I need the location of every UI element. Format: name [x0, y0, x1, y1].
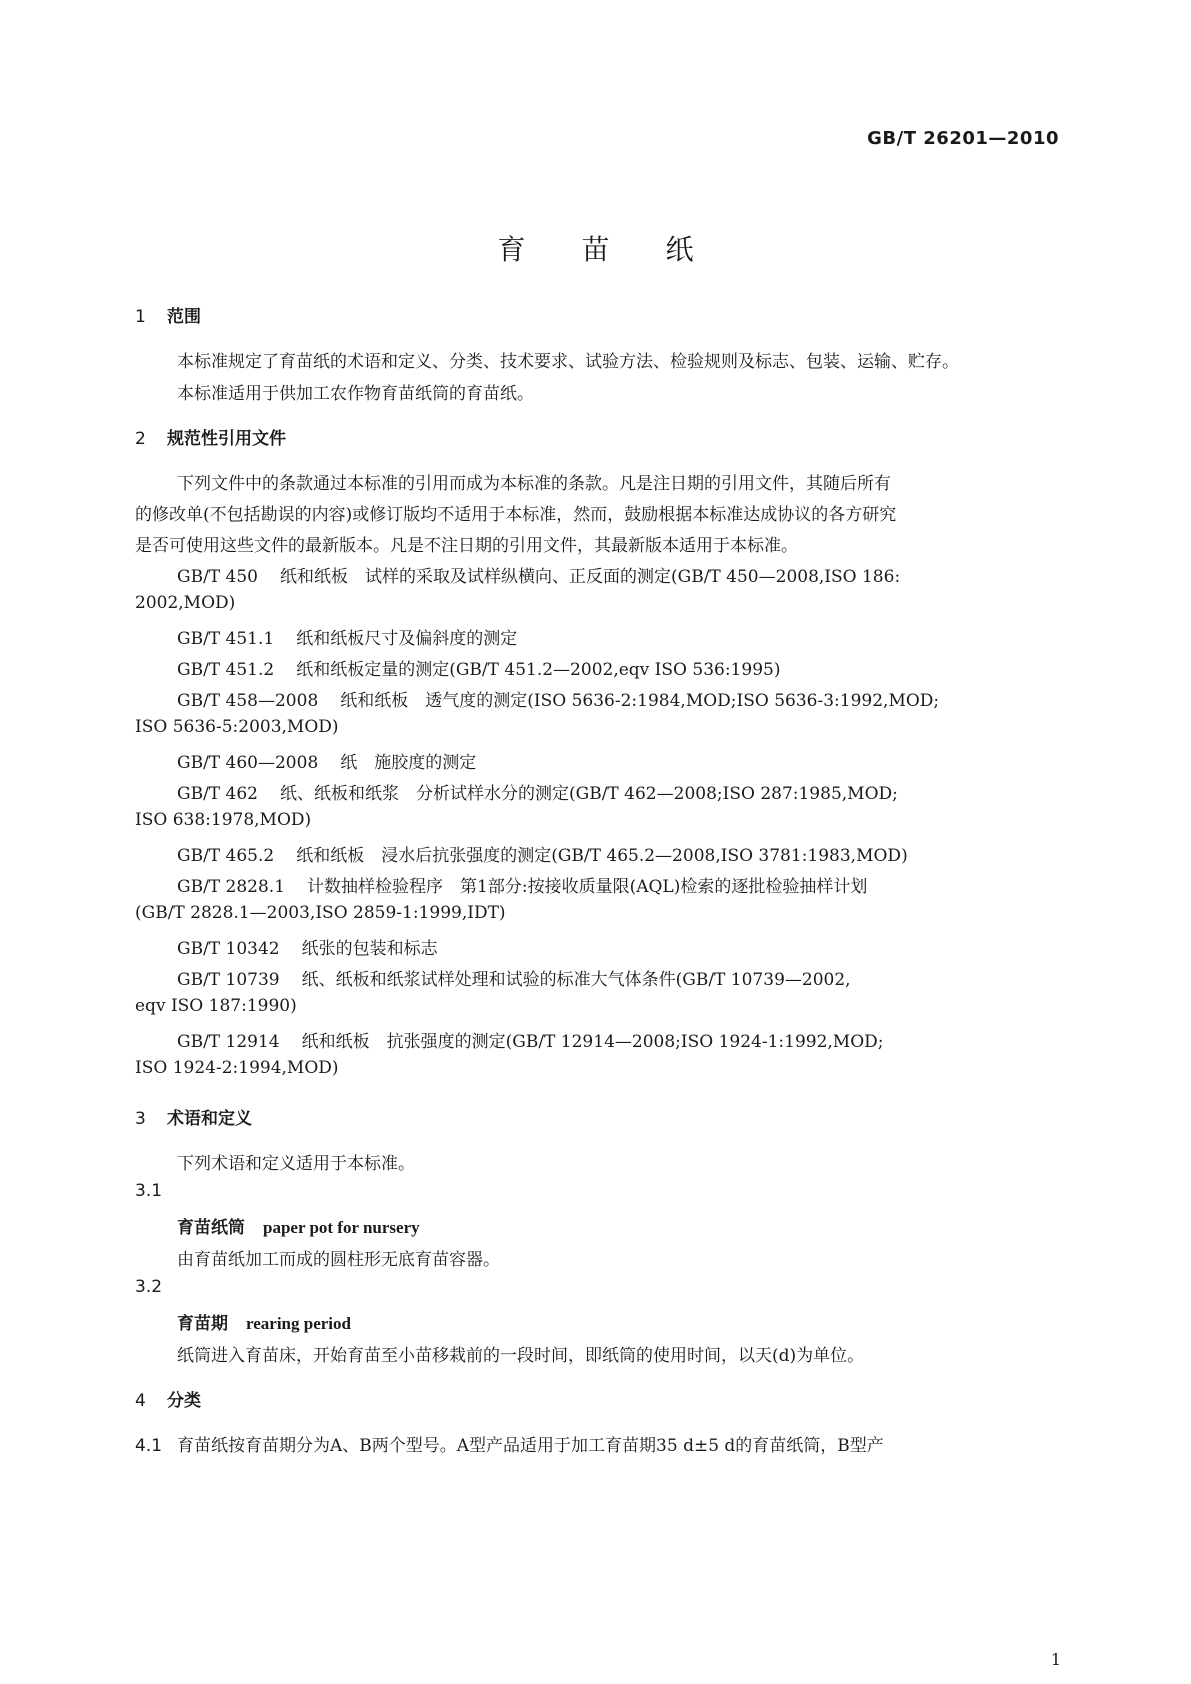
reference-title: 纸和纸板 透气度的测定(ISO 5636-2:1984,MOD;ISO 5636-3:1992,MOD;: [340, 691, 940, 711]
reference-code: GB/T 10739: [177, 970, 280, 990]
section-number: 1: [135, 307, 146, 327]
term-zh: 育苗期: [177, 1314, 228, 1334]
reference-continuation: ISO 1924-2:1994,MOD): [135, 1058, 339, 1078]
reference-title: 计数抽样检验程序 第1部分:按接收质量限(AQL)检索的逐批检验抽样计划: [307, 877, 868, 897]
section-4-heading: [135, 1386, 201, 1411]
reference-title: 纸 施胶度的测定: [340, 753, 477, 773]
reference-item: [177, 562, 900, 587]
reference-code: GB/T 450: [177, 567, 258, 587]
term-definition: 由育苗纸加工而成的圆柱形无底育苗容器。: [177, 1250, 500, 1270]
reference-title: 纸张的包装和标志: [301, 939, 438, 959]
term-definition: 纸筒进入育苗床，开始育苗至小苗移栽前的一段时间，即纸筒的使用时间，以天(d)为单位。: [177, 1346, 865, 1366]
reference-title: 纸、纸板和纸浆试样处理和试验的标准大气体条件(GB/T 10739—2002,: [301, 970, 851, 990]
section-3-heading: [135, 1104, 252, 1129]
section-1-heading: [135, 302, 201, 327]
section-2-intro-line-1: 下列文件中的条款通过本标准的引用而成为本标准的条款。凡是注日期的引用文件，其随后所有: [177, 474, 891, 494]
reference-item: [177, 779, 898, 804]
section-3-intro: 下列术语和定义适用于本标准。: [177, 1154, 415, 1174]
reference-code: GB/T 10342: [177, 939, 280, 959]
reference-continuation: eqv ISO 187:1990): [135, 996, 297, 1016]
section-number: 3: [135, 1109, 146, 1129]
section-title: 分类: [167, 1391, 201, 1411]
reference-title: 纸和纸板 浸水后抗张强度的测定(GB/T 465.2—2008,ISO 3781:1983,MOD): [296, 846, 908, 866]
reference-item: [177, 655, 780, 680]
term-zh: 育苗纸筒: [177, 1218, 245, 1238]
section-title: 规范性引用文件: [167, 429, 286, 449]
reference-item: [177, 872, 867, 897]
reference-code: GB/T 465.2: [177, 846, 275, 866]
clause-text: 育苗纸按育苗期分为A、B两个型号。A型产品适用于加工育苗期35 d±5 d的育苗纸筒，B型产: [177, 1436, 884, 1456]
term-heading: [177, 1213, 420, 1238]
reference-continuation: (GB/T 2828.1—2003,ISO 2859-1:1999,IDT): [135, 903, 506, 923]
reference-continuation: ISO 638:1978,MOD): [135, 810, 312, 830]
page-number: 1: [1050, 1650, 1061, 1669]
reference-code: GB/T 12914: [177, 1032, 280, 1052]
section-2-intro-line-2: 的修改单(不包括勘误的内容)或修订版均不适用于本标准，然而，鼓励根据本标准达成协议的各方研究: [135, 505, 897, 525]
term-heading: [177, 1309, 351, 1334]
reference-item: [177, 934, 438, 959]
section-2-heading: [135, 424, 286, 449]
clause-4-1: [135, 1431, 884, 1456]
reference-code: GB/T 451.1: [177, 629, 275, 649]
term-number: 3.2: [135, 1277, 163, 1297]
section-number: 2: [135, 429, 146, 449]
reference-code: GB/T 460—2008: [177, 753, 319, 773]
reference-code: GB/T 451.2: [177, 660, 275, 680]
reference-title: 纸和纸板尺寸及偏斜度的测定: [296, 629, 518, 649]
standard-code: GB/T 26201—2010: [867, 128, 1059, 149]
reference-title: 纸、纸板和纸浆 分析试样水分的测定(GB/T 462—2008;ISO 287:1985,MOD;: [280, 784, 898, 804]
section-1-para-1: 本标准规定了育苗纸的术语和定义、分类、技术要求、试验方法、检验规则及标志、包装、运输、贮存。: [177, 352, 959, 372]
reference-code: GB/T 458—2008: [177, 691, 319, 711]
reference-code: GB/T 462: [177, 784, 258, 804]
term-number: 3.1: [135, 1181, 163, 1201]
reference-continuation: ISO 5636-5:2003,MOD): [135, 717, 339, 737]
section-title: 术语和定义: [167, 1109, 252, 1129]
reference-continuation: 2002,MOD): [135, 593, 236, 613]
reference-item: [177, 624, 517, 649]
clause-number: 4.1: [135, 1436, 163, 1456]
reference-title: 纸和纸板 抗张强度的测定(GB/T 12914—2008;ISO 1924-1:1992,MOD;: [301, 1032, 884, 1052]
term-en: paper pot for nursery: [263, 1218, 420, 1237]
reference-item: [177, 965, 851, 990]
reference-item: [177, 841, 908, 866]
section-number: 4: [135, 1391, 146, 1411]
reference-item: [177, 686, 939, 711]
section-1-para-2: 本标准适用于供加工农作物育苗纸筒的育苗纸。: [177, 384, 534, 404]
section-2-intro-line-3: 是否可使用这些文件的最新版本。凡是不注日期的引用文件，其最新版本适用于本标准。: [135, 536, 798, 556]
reference-title: 纸和纸板 试样的采取及试样纵横向、正反面的测定(GB/T 450—2008,ISO 186:: [280, 567, 901, 587]
document-title: 育苗纸: [497, 233, 750, 266]
term-en: rearing period: [246, 1314, 351, 1333]
reference-item: [177, 748, 476, 773]
section-title: 范围: [167, 307, 201, 327]
reference-item: [177, 1027, 884, 1052]
reference-title: 纸和纸板定量的测定(GB/T 451.2—2002,eqv ISO 536:1995): [296, 660, 781, 680]
reference-code: GB/T 2828.1: [177, 877, 286, 897]
